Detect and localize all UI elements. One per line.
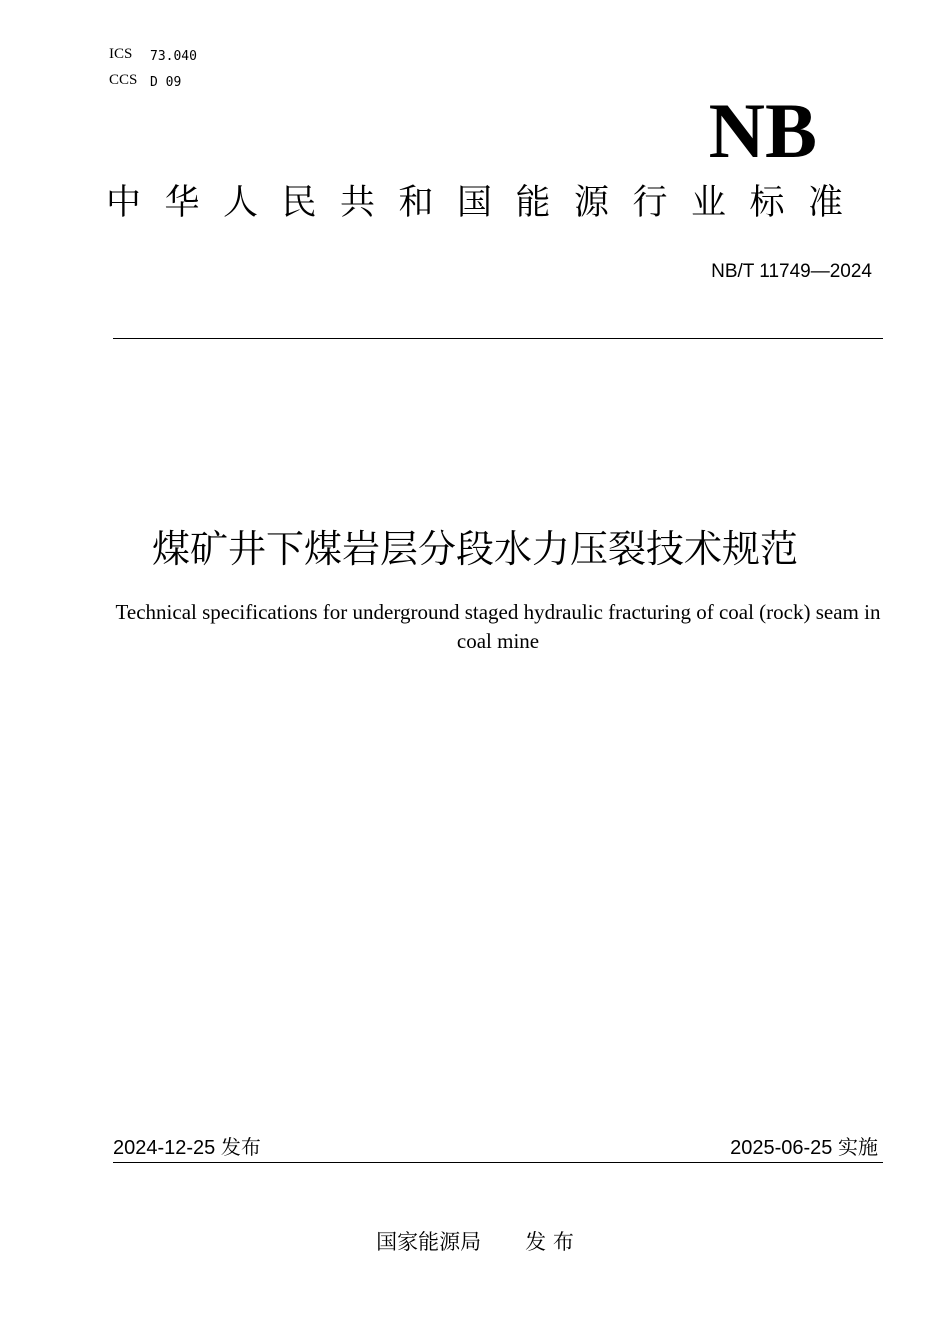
publisher-line [0,1226,950,1256]
issue-date: 2024-12-25 [113,1137,216,1159]
implement-date-block [730,1131,878,1160]
issue-label: 发布 [220,1137,261,1159]
standard-number: NB/T 11749—2024 [711,261,872,282]
ics-code: 73.040 [150,49,197,64]
nb-logo: NB [708,87,817,174]
ics-label: ICS [109,46,133,62]
footer-divider [113,1162,883,1163]
ccs-label: CCS [109,72,138,88]
document-title-cn: 煤矿井下煤岩层分段水力压裂技术规范 [151,527,798,571]
implement-label: 实施 [838,1137,878,1159]
implement-date: 2025-06-25 [730,1137,833,1159]
document-title-en: Technical specifications for underground staged hydraulic fracturing of coal (rock) seam in coal mine [115,600,881,653]
issue-date-block [113,1131,261,1160]
issuing-body-title: 中华人民共和国能源行业标准 [106,183,867,223]
publisher-name: 国家能源局 [376,1230,482,1254]
header-divider [113,338,883,339]
ccs-code: D 09 [150,75,182,90]
publisher-action: 发 布 [525,1230,574,1254]
